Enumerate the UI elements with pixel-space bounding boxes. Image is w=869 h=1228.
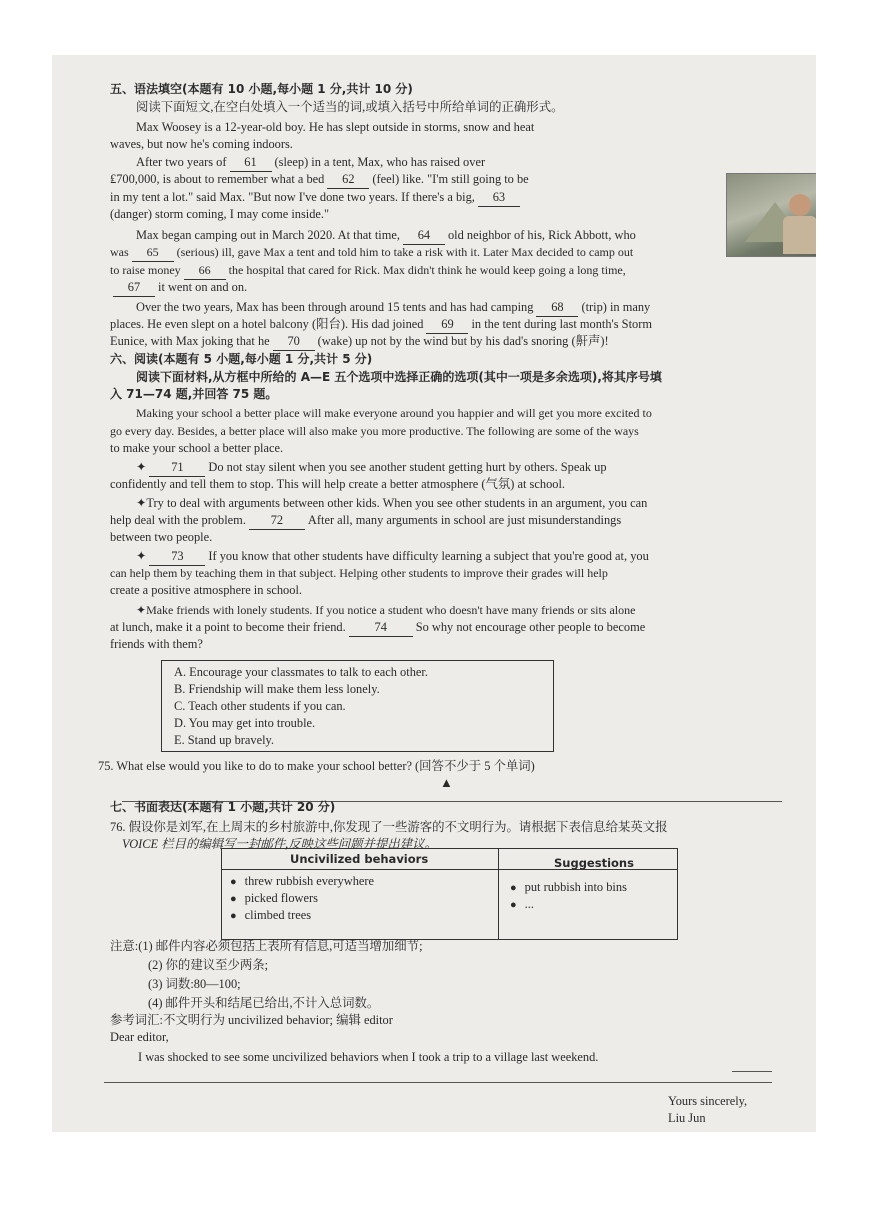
diamond-bullet-icon: ✦ bbox=[136, 603, 147, 617]
diamond-bullet-icon: ✦ bbox=[136, 460, 147, 474]
section6-heading: 六、阅读(本题有 5 小题,每小题 1 分,共计 5 分) bbox=[110, 352, 373, 366]
s5-line13: Eunice, with Max joking that he 70 (wake) up not by the wind but by his dad's snoring (鼾声)! bbox=[110, 333, 758, 351]
section6-instruction-2: 入 71—74 题,并回答 75 题。 bbox=[110, 387, 278, 401]
note-1: 注意:(1) 邮件内容必须包括上表所有信息,可适当增加细节; bbox=[110, 939, 423, 953]
blank-69[interactable]: 69 bbox=[426, 316, 468, 334]
s6-line8: between two people. bbox=[110, 530, 213, 544]
s5-line2: waves, but now he's coming indoors. bbox=[110, 137, 293, 151]
blank-61[interactable]: 61 bbox=[230, 154, 272, 172]
s6-line2: go every day. Besides, a better place will also make you more productive. The following are some of the ways bbox=[110, 424, 639, 438]
s5-line4: ₤700,000, is about to remember what a bed 62 (feel) like. "I'm still going to be bbox=[110, 171, 656, 189]
option-b: B. Friendship will make them less lonely. bbox=[174, 682, 380, 696]
bullet-icon: ● bbox=[510, 882, 517, 894]
boy-body bbox=[783, 216, 816, 254]
letter-greeting: Dear editor, bbox=[110, 1030, 169, 1044]
blank-74[interactable]: 74 bbox=[349, 619, 413, 637]
bullet-icon: ● bbox=[510, 899, 517, 911]
s6-line14: friends with them? bbox=[110, 637, 203, 651]
table-row: ● picked flowers bbox=[230, 891, 318, 905]
option-e: E. Stand up bravely. bbox=[174, 733, 275, 747]
section7-heading: 七、书面表达(本题有 1 小题,共计 20 分) bbox=[110, 800, 336, 814]
s5-line10: 67 it went on and on. bbox=[110, 279, 758, 297]
s5-line12: places. He even slept on a hotel balcony (阳台). His dad joined 69 in the tent during last month's Storm bbox=[110, 316, 758, 334]
blank-67[interactable]: 67 bbox=[113, 279, 155, 297]
s6-line7: help deal with the problem. 72 After all, many arguments in school are just misunderstandings bbox=[110, 512, 758, 530]
s5-line3: After two years of 61 (sleep) in a tent, Max, who has raised over bbox=[136, 154, 656, 172]
diamond-bullet-icon: ✦ bbox=[136, 549, 147, 563]
bullet-icon: ● bbox=[230, 893, 237, 905]
s5-line8: was 65 (serious) ill, gave Max a tent and told him to take a risk with it. Later Max decided to camp out bbox=[110, 244, 758, 262]
section6-instruction-1: 阅读下面材料,从方框中所给的 A—E 五个选项中选择正确的选项(其中一项是多余选项),将其序号填 bbox=[136, 370, 662, 384]
blank-62[interactable]: 62 bbox=[327, 171, 369, 189]
s5-line11: Over the two years, Max has been through around 15 tents and has had camping 68 (trip) in many bbox=[136, 299, 758, 317]
blank-63[interactable]: 63 bbox=[478, 189, 520, 207]
s6-line6: ✦Try to deal with arguments between other kids. When you see other students in an argument, you can bbox=[136, 496, 648, 510]
vocabulary-hint: 参考词汇:不文明行为 uncivilized behavior; 编辑 editor bbox=[110, 1013, 393, 1027]
letter-opening: I was shocked to see some uncivilized behaviors when I took a trip to a village last weekend. bbox=[138, 1050, 599, 1064]
letter-signature: Liu Jun bbox=[668, 1111, 706, 1125]
s6-line9: ✦ 73 If you know that other students have difficulty learning a subject that you're good at, you bbox=[136, 548, 758, 566]
section7-prompt-2: VOICE 栏目的编辑写一封邮件,反映这些问题并提出建议。 bbox=[122, 837, 437, 851]
s5-line5: in my tent a lot." said Max. "But now I've done two years. If there's a big, 63 bbox=[110, 189, 656, 207]
s6-line12: ✦Make friends with lonely students. If you notice a student who doesn't have many friends or sits alone bbox=[136, 603, 636, 617]
blank-65[interactable]: 65 bbox=[132, 244, 174, 262]
blank-66[interactable]: 66 bbox=[184, 262, 226, 280]
s6-line10: can help them by teaching them in that subject. Helping other students to improve their grades will help bbox=[110, 566, 608, 580]
behavior-table bbox=[221, 848, 678, 940]
table-row: ● threw rubbish everywhere bbox=[230, 874, 375, 888]
section5-heading: 五、语法填空(本题有 10 小题,每小题 1 分,共计 10 分) bbox=[110, 82, 413, 96]
exam-page bbox=[52, 55, 816, 1132]
s5-line9: to raise money 66 the hospital that cared for Rick. Max didn't think he would keep going a long time, bbox=[110, 262, 758, 280]
s6-line13: at lunch, make it a point to become their friend. 74 So why not encourage other people to become bbox=[110, 619, 758, 637]
blank-68[interactable]: 68 bbox=[536, 299, 578, 317]
options-box bbox=[161, 660, 554, 752]
s5-line1: Max Woosey is a 12-year-old boy. He has slept outside in storms, snow and heat bbox=[136, 120, 535, 134]
letter-closing: Yours sincerely, bbox=[668, 1094, 748, 1108]
blank-72[interactable]: 72 bbox=[249, 512, 305, 530]
section7-prompt-1: 76. 假设你是刘军,在上周末的乡村旅游中,你发现了一些游客的不文明行为。请根据下表信息给某英文报 bbox=[110, 820, 668, 834]
table-divider bbox=[498, 849, 499, 939]
boy-head bbox=[789, 194, 811, 216]
writing-line[interactable] bbox=[104, 1082, 772, 1083]
note-3: (3) 词数:80—100; bbox=[148, 977, 241, 991]
s6-line5: confidently and tell them to stop. This will help create a better atmosphere (气氛) at school. bbox=[110, 477, 565, 491]
option-a: A. Encourage your classmates to talk to each other. bbox=[174, 665, 428, 679]
option-c: C. Teach other students if you can. bbox=[174, 699, 346, 713]
blank-70[interactable]: 70 bbox=[273, 333, 315, 351]
question-75: 75. What else would you like to do to make your school better? (回答不少于 5 个单词) bbox=[98, 759, 535, 773]
blank-71[interactable]: 71 bbox=[149, 459, 205, 477]
s6-line3: to make your school a better place. bbox=[110, 441, 284, 455]
s5-line6: (danger) storm coming, I may come inside." bbox=[110, 207, 330, 221]
s6-line11: create a positive atmosphere in school. bbox=[110, 583, 302, 597]
note-2: (2) 你的建议至少两条; bbox=[148, 958, 269, 972]
writing-line[interactable] bbox=[732, 1071, 772, 1072]
section5-instruction: 阅读下面短文,在空白处填入一个适当的词,或填入括号中所给单词的正确形式。 bbox=[136, 100, 564, 114]
s6-line4: ✦ 71 Do not stay silent when you see another student getting hurt by others. Speak up bbox=[136, 459, 758, 477]
option-d: D. You may get into trouble. bbox=[174, 716, 316, 730]
s6-line1: Making your school a better place will make everyone around you happier and will get you more excited to bbox=[136, 406, 652, 420]
table-header-behaviors: Uncivilized behaviors bbox=[290, 852, 429, 866]
bullet-icon: ● bbox=[230, 876, 237, 888]
table-row: ● put rubbish into bins bbox=[510, 880, 627, 894]
table-header-suggestions: Suggestions bbox=[554, 856, 634, 870]
table-row: ● climbed trees bbox=[230, 908, 312, 922]
s5-line7: Max began camping out in March 2020. At that time, 64 old neighbor of his, Rick Abbott, who bbox=[136, 227, 758, 245]
blank-64[interactable]: 64 bbox=[403, 227, 445, 245]
diamond-bullet-icon: ✦ bbox=[136, 496, 147, 510]
blank-73[interactable]: 73 bbox=[149, 548, 205, 566]
note-4: (4) 邮件开头和结尾已给出,不计入总词数。 bbox=[148, 996, 380, 1010]
table-row: ● ... bbox=[510, 897, 534, 911]
triangle-marker-icon: ▲ bbox=[440, 775, 453, 790]
bullet-icon: ● bbox=[230, 910, 237, 922]
